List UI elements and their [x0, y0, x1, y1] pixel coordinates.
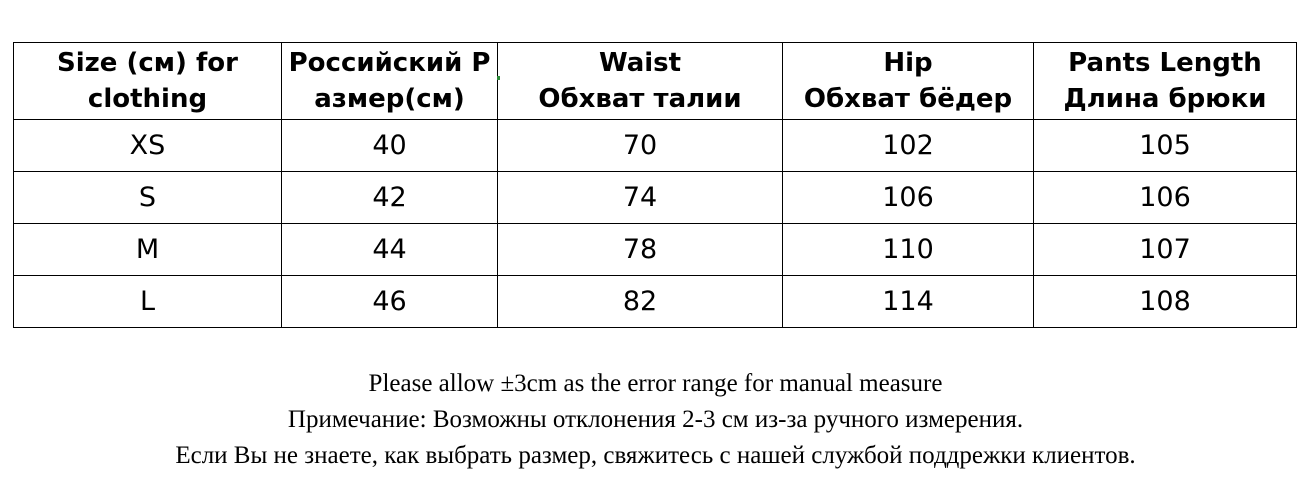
cell-waist: 70	[498, 120, 783, 172]
cell-waist: 74	[498, 172, 783, 224]
cell-size: XS	[14, 120, 282, 172]
cell-hip: 114	[783, 276, 1034, 328]
table-row	[14, 224, 1297, 276]
cell-russian-size: 44	[282, 224, 498, 276]
table-row	[14, 120, 1297, 172]
green-tick-mark	[497, 76, 500, 80]
cell-russian-size: 42	[282, 172, 498, 224]
note-contact-support: Если Вы не знаете, как выбрать размер, свяжитесь с нашей службой поддрежки клиентов.	[175, 442, 1136, 469]
note-error-range-en: Please allow ±3cm as the error range for manual measure	[368, 370, 943, 397]
table-header-row	[14, 43, 1297, 120]
cell-hip: 102	[783, 120, 1034, 172]
cell-pants-length: 108	[1034, 276, 1297, 328]
cell-hip: 106	[783, 172, 1034, 224]
header-pants-length-line2: Длина брюки	[1063, 84, 1267, 114]
cell-waist: 78	[498, 224, 783, 276]
cell-pants-length: 105	[1034, 120, 1297, 172]
header-russian-size-line1: Российский Р	[288, 48, 491, 78]
note-error-range-ru: Примечание: Возможны отклонения 2-3 см из-за ручного измерения.	[287, 406, 1024, 433]
size-chart-table	[13, 42, 1297, 328]
cell-pants-length: 107	[1034, 224, 1297, 276]
header-waist-line1: Waist	[598, 48, 682, 78]
header-hip-line1: Hip	[883, 48, 933, 78]
header-pants-length	[1034, 43, 1297, 120]
header-hip	[783, 43, 1034, 120]
header-waist	[498, 43, 783, 120]
header-russian-size	[282, 43, 498, 120]
header-pants-length-line1: Pants Length	[1068, 48, 1262, 78]
cell-pants-length: 106	[1034, 172, 1297, 224]
cell-size: L	[14, 276, 282, 328]
header-size	[14, 43, 282, 120]
table-row	[14, 276, 1297, 328]
cell-size: M	[14, 224, 282, 276]
cell-russian-size: 46	[282, 276, 498, 328]
header-hip-line2: Обхват бёдер	[803, 84, 1013, 114]
header-size-line2: clothing	[87, 84, 208, 114]
table-row	[14, 172, 1297, 224]
cell-hip: 110	[783, 224, 1034, 276]
header-size-line1: Size (см) for	[57, 48, 238, 78]
cell-size: S	[14, 172, 282, 224]
header-russian-size-line2: азмер(см)	[314, 84, 465, 114]
measurement-notes	[0, 366, 1311, 474]
header-waist-line2: Обхват талии	[538, 84, 742, 114]
cell-russian-size: 40	[282, 120, 498, 172]
cell-waist: 82	[498, 276, 783, 328]
